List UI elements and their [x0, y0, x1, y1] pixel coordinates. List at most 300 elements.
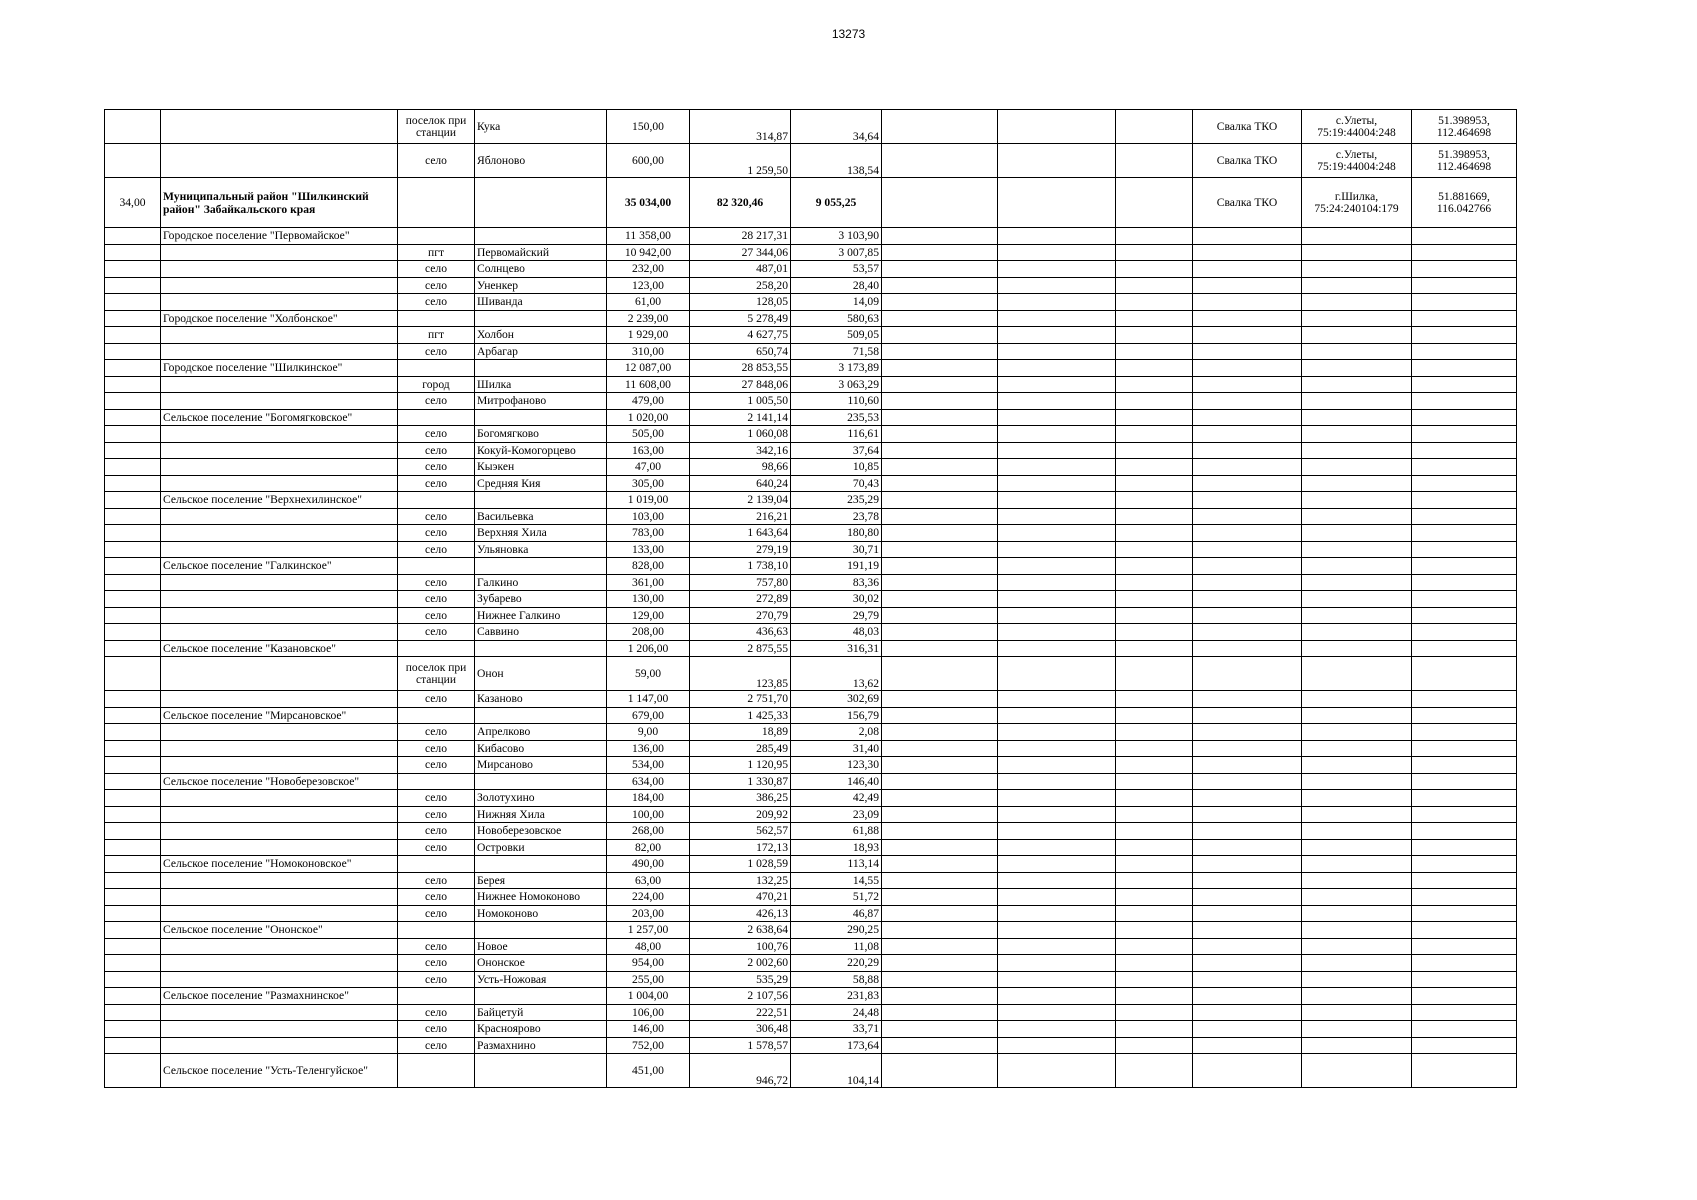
cell-blank3: [1116, 376, 1193, 393]
cell-v2: 113,14: [791, 856, 882, 873]
cell-v1: 2 751,70: [690, 691, 791, 708]
table-row: [105, 393, 1517, 410]
cell-loc: [1302, 574, 1412, 591]
cell-blank1: [882, 971, 998, 988]
cell-place: [475, 922, 607, 939]
cell-v1: 4 627,75: [690, 327, 791, 344]
cell-pop: 106,00: [607, 1004, 690, 1021]
cell-type: [398, 178, 475, 228]
cell-num: [105, 1021, 161, 1038]
cell-v2: 61,88: [791, 823, 882, 840]
cell-place: Шиванда: [475, 294, 607, 311]
cell-blank2: [998, 724, 1116, 741]
cell-place: Яблоново: [475, 144, 607, 178]
cell-loc: [1302, 773, 1412, 790]
cell-blank2: [998, 640, 1116, 657]
cell-pop: 61,00: [607, 294, 690, 311]
cell-type: село: [398, 343, 475, 360]
cell-blank3: [1116, 806, 1193, 823]
cell-obj: [1193, 393, 1302, 410]
cell-loc: [1302, 442, 1412, 459]
cell-blank2: [998, 327, 1116, 344]
cell-v1: 1 060,08: [690, 426, 791, 443]
cell-coord: [1412, 691, 1517, 708]
cell-blank3: [1116, 574, 1193, 591]
cell-blank2: [998, 707, 1116, 724]
cell-v2: 302,69: [791, 691, 882, 708]
table-row: [105, 640, 1517, 657]
cell-loc: [1302, 971, 1412, 988]
cell-blank3: [1116, 508, 1193, 525]
cell-v1: 1 738,10: [690, 558, 791, 575]
cell-name: [161, 624, 398, 641]
cell-num: [105, 442, 161, 459]
cell-v2: 235,29: [791, 492, 882, 509]
cell-place: Средняя Кия: [475, 475, 607, 492]
cell-blank2: [998, 508, 1116, 525]
cell-obj: [1193, 360, 1302, 377]
cell-pop: 100,00: [607, 806, 690, 823]
cell-blank3: [1116, 261, 1193, 278]
cell-obj: [1193, 889, 1302, 906]
cell-blank1: [882, 144, 998, 178]
cell-loc: [1302, 938, 1412, 955]
cell-loc: [1302, 839, 1412, 856]
cell-v1: 535,29: [690, 971, 791, 988]
cell-v1: 640,24: [690, 475, 791, 492]
cell-v2: 3 103,90: [791, 228, 882, 245]
table-row: [105, 922, 1517, 939]
cell-pop: 2 239,00: [607, 310, 690, 327]
cell-place: [475, 707, 607, 724]
cell-v1: 279,19: [690, 541, 791, 558]
cell-blank3: [1116, 823, 1193, 840]
cell-place: Шилка: [475, 376, 607, 393]
cell-name: [161, 343, 398, 360]
cell-v1: 757,80: [690, 574, 791, 591]
cell-obj: [1193, 261, 1302, 278]
table-row: [105, 607, 1517, 624]
cell-blank2: [998, 574, 1116, 591]
cell-type: село: [398, 889, 475, 906]
cell-coord: [1412, 558, 1517, 575]
cell-num: [105, 889, 161, 906]
cell-obj: [1193, 624, 1302, 641]
cell-obj: [1193, 558, 1302, 575]
cell-v2: 10,85: [791, 459, 882, 476]
cell-num: [105, 310, 161, 327]
cell-num: [105, 740, 161, 757]
cell-place: Номоконово: [475, 905, 607, 922]
cell-blank2: [998, 839, 1116, 856]
cell-place: Байцетуй: [475, 1004, 607, 1021]
table-row: [105, 1054, 1517, 1088]
cell-pop: 600,00: [607, 144, 690, 178]
cell-name: [161, 591, 398, 608]
cell-type: село: [398, 393, 475, 410]
cell-type: село: [398, 144, 475, 178]
table-row: [105, 955, 1517, 972]
cell-type: село: [398, 971, 475, 988]
cell-type: [398, 360, 475, 377]
cell-loc: [1302, 691, 1412, 708]
cell-blank3: [1116, 244, 1193, 261]
cell-pop: 268,00: [607, 823, 690, 840]
cell-num: [105, 393, 161, 410]
cell-num: [105, 426, 161, 443]
cell-num: [105, 492, 161, 509]
cell-obj: [1193, 790, 1302, 807]
cell-name: [161, 574, 398, 591]
cell-name: [161, 724, 398, 741]
cell-num: [105, 277, 161, 294]
cell-blank2: [998, 178, 1116, 228]
cell-blank1: [882, 426, 998, 443]
table-row: [105, 442, 1517, 459]
cell-num: [105, 988, 161, 1005]
cell-obj: [1193, 409, 1302, 426]
cell-num: [105, 110, 161, 144]
cell-blank2: [998, 591, 1116, 608]
cell-loc: [1302, 905, 1412, 922]
cell-num: [105, 806, 161, 823]
cell-v1: 270,79: [690, 607, 791, 624]
cell-loc: [1302, 889, 1412, 906]
cell-v1: 487,01: [690, 261, 791, 278]
cell-blank3: [1116, 724, 1193, 741]
table-row: [105, 938, 1517, 955]
cell-pop: 232,00: [607, 261, 690, 278]
cell-blank2: [998, 757, 1116, 774]
cell-blank3: [1116, 591, 1193, 608]
cell-blank3: [1116, 492, 1193, 509]
table-row: [105, 757, 1517, 774]
cell-v2: 46,87: [791, 905, 882, 922]
cell-num: [105, 607, 161, 624]
cell-coord: [1412, 294, 1517, 311]
cell-type: село: [398, 624, 475, 641]
cell-blank1: [882, 409, 998, 426]
cell-v1: 216,21: [690, 508, 791, 525]
cell-blank3: [1116, 607, 1193, 624]
cell-type: село: [398, 955, 475, 972]
cell-pop: 1 257,00: [607, 922, 690, 939]
cell-v2: 23,09: [791, 806, 882, 823]
cell-v2: 42,49: [791, 790, 882, 807]
cell-v2: 14,55: [791, 872, 882, 889]
cell-blank3: [1116, 691, 1193, 708]
table-row: [105, 624, 1517, 641]
cell-type: село: [398, 508, 475, 525]
cell-v1: 946,72: [690, 1054, 791, 1088]
cell-loc: [1302, 657, 1412, 691]
cell-v2: 290,25: [791, 922, 882, 939]
cell-coord: [1412, 823, 1517, 840]
table-row: [105, 823, 1517, 840]
cell-name: Сельское поселение "Богомягковское": [161, 409, 398, 426]
cell-v1: 285,49: [690, 740, 791, 757]
cell-obj: [1193, 525, 1302, 542]
cell-obj: [1193, 757, 1302, 774]
cell-num: [105, 144, 161, 178]
cell-v1: 5 278,49: [690, 310, 791, 327]
cell-v1: 2 638,64: [690, 922, 791, 939]
cell-loc: [1302, 459, 1412, 476]
cell-place: Богомягково: [475, 426, 607, 443]
cell-blank2: [998, 525, 1116, 542]
cell-pop: 11 608,00: [607, 376, 690, 393]
cell-blank2: [998, 360, 1116, 377]
cell-loc: [1302, 988, 1412, 1005]
cell-coord: [1412, 971, 1517, 988]
cell-v1: 128,05: [690, 294, 791, 311]
cell-v2: 9 055,25: [791, 178, 882, 228]
cell-place: Островки: [475, 839, 607, 856]
cell-coord: [1412, 475, 1517, 492]
cell-blank2: [998, 905, 1116, 922]
cell-place: Размахнино: [475, 1037, 607, 1054]
cell-v2: 13,62: [791, 657, 882, 691]
cell-obj: [1193, 707, 1302, 724]
cell-loc: [1302, 228, 1412, 245]
cell-obj: [1193, 922, 1302, 939]
cell-type: село: [398, 757, 475, 774]
cell-blank1: [882, 1054, 998, 1088]
cell-loc: [1302, 376, 1412, 393]
cell-place: Онон: [475, 657, 607, 691]
cell-place: Холбон: [475, 327, 607, 344]
cell-blank1: [882, 277, 998, 294]
table-row: [105, 889, 1517, 906]
cell-v2: 83,36: [791, 574, 882, 591]
cell-coord: [1412, 228, 1517, 245]
cell-num: [105, 773, 161, 790]
cell-blank3: [1116, 294, 1193, 311]
cell-loc: [1302, 327, 1412, 344]
cell-name: [161, 508, 398, 525]
table-row: [105, 839, 1517, 856]
cell-v1: 562,57: [690, 823, 791, 840]
cell-obj: Свалка ТКО: [1193, 178, 1302, 228]
cell-type: село: [398, 872, 475, 889]
cell-blank1: [882, 525, 998, 542]
cell-v1: 98,66: [690, 459, 791, 476]
cell-name: [161, 790, 398, 807]
cell-blank3: [1116, 971, 1193, 988]
table-row: [105, 426, 1517, 443]
cell-v2: 48,03: [791, 624, 882, 641]
cell-loc: [1302, 607, 1412, 624]
cell-place: Кибасово: [475, 740, 607, 757]
cell-place: Кыэкен: [475, 459, 607, 476]
cell-loc: [1302, 492, 1412, 509]
cell-type: село: [398, 806, 475, 823]
cell-v2: 23,78: [791, 508, 882, 525]
cell-v2: 138,54: [791, 144, 882, 178]
cell-blank3: [1116, 426, 1193, 443]
cell-blank1: [882, 343, 998, 360]
cell-pop: 505,00: [607, 426, 690, 443]
cell-blank1: [882, 327, 998, 344]
cell-loc: с.Улеты, 75:19:44004:248: [1302, 110, 1412, 144]
cell-blank1: [882, 261, 998, 278]
cell-place: [475, 492, 607, 509]
cell-name: Сельское поселение "Верхнехилинское": [161, 492, 398, 509]
cell-place: [475, 988, 607, 1005]
cell-v2: 231,83: [791, 988, 882, 1005]
cell-place: Кокуй-Комогорцево: [475, 442, 607, 459]
cell-v1: 1 578,57: [690, 1037, 791, 1054]
cell-obj: [1193, 773, 1302, 790]
cell-name: [161, 905, 398, 922]
table-row: [105, 740, 1517, 757]
cell-blank3: [1116, 839, 1193, 856]
cell-coord: [1412, 261, 1517, 278]
cell-v1: 172,13: [690, 839, 791, 856]
cell-pop: 783,00: [607, 525, 690, 542]
cell-pop: 146,00: [607, 1021, 690, 1038]
cell-blank1: [882, 558, 998, 575]
cell-type: пгт: [398, 327, 475, 344]
cell-loc: г.Шилка, 75:24:240104:179: [1302, 178, 1412, 228]
cell-pop: 123,00: [607, 277, 690, 294]
cell-v1: 2 002,60: [690, 955, 791, 972]
table-row: [105, 343, 1517, 360]
cell-loc: [1302, 508, 1412, 525]
cell-name: [161, 376, 398, 393]
cell-pop: 9,00: [607, 724, 690, 741]
cell-obj: [1193, 492, 1302, 509]
cell-loc: с.Улеты, 75:19:44004:248: [1302, 144, 1412, 178]
cell-v1: 1 330,87: [690, 773, 791, 790]
cell-coord: [1412, 376, 1517, 393]
table-row: [105, 144, 1517, 178]
cell-v2: 53,57: [791, 261, 882, 278]
cell-v2: 3 173,89: [791, 360, 882, 377]
cell-name: [161, 459, 398, 476]
cell-name: [161, 475, 398, 492]
cell-coord: [1412, 757, 1517, 774]
cell-coord: [1412, 657, 1517, 691]
cell-type: [398, 409, 475, 426]
cell-blank1: [882, 922, 998, 939]
table-row: [105, 806, 1517, 823]
cell-v2: 580,63: [791, 310, 882, 327]
cell-type: село: [398, 607, 475, 624]
cell-place: Золотухино: [475, 790, 607, 807]
cell-num: [105, 591, 161, 608]
cell-v2: 31,40: [791, 740, 882, 757]
cell-obj: [1193, 740, 1302, 757]
cell-v1: 314,87: [690, 110, 791, 144]
cell-name: [161, 955, 398, 972]
cell-blank2: [998, 856, 1116, 873]
cell-num: [105, 343, 161, 360]
cell-coord: [1412, 525, 1517, 542]
cell-blank3: [1116, 393, 1193, 410]
cell-blank1: [882, 872, 998, 889]
cell-coord: [1412, 955, 1517, 972]
cell-v1: 123,85: [690, 657, 791, 691]
cell-type: [398, 558, 475, 575]
cell-pop: 361,00: [607, 574, 690, 591]
cell-pop: 1 019,00: [607, 492, 690, 509]
cell-place: [475, 310, 607, 327]
cell-loc: [1302, 1037, 1412, 1054]
cell-blank2: [998, 922, 1116, 939]
cell-blank3: [1116, 905, 1193, 922]
cell-pop: 12 087,00: [607, 360, 690, 377]
cell-place: [475, 360, 607, 377]
cell-loc: [1302, 409, 1412, 426]
cell-loc: [1302, 823, 1412, 840]
cell-blank2: [998, 541, 1116, 558]
cell-name: Сельское поселение "Ононское": [161, 922, 398, 939]
cell-blank3: [1116, 475, 1193, 492]
table-row: [105, 110, 1517, 144]
cell-coord: [1412, 310, 1517, 327]
cell-v1: 386,25: [690, 790, 791, 807]
cell-type: [398, 856, 475, 873]
cell-blank2: [998, 988, 1116, 1005]
cell-num: [105, 228, 161, 245]
cell-coord: [1412, 508, 1517, 525]
cell-loc: [1302, 624, 1412, 641]
cell-place: [475, 228, 607, 245]
cell-blank3: [1116, 988, 1193, 1005]
cell-v1: 28 217,31: [690, 228, 791, 245]
cell-blank3: [1116, 640, 1193, 657]
cell-loc: [1302, 558, 1412, 575]
cell-name: Городское поселение "Шилкинское": [161, 360, 398, 377]
cell-obj: Свалка ТКО: [1193, 110, 1302, 144]
cell-num: [105, 823, 161, 840]
cell-place: Солнцево: [475, 261, 607, 278]
cell-name: [161, 1021, 398, 1038]
table-row: [105, 409, 1517, 426]
cell-loc: [1302, 343, 1412, 360]
cell-type: [398, 922, 475, 939]
cell-coord: [1412, 889, 1517, 906]
cell-blank2: [998, 310, 1116, 327]
cell-loc: [1302, 1021, 1412, 1038]
cell-coord: [1412, 740, 1517, 757]
cell-blank3: [1116, 1004, 1193, 1021]
cell-type: село: [398, 905, 475, 922]
cell-loc: [1302, 872, 1412, 889]
cell-name: [161, 607, 398, 624]
cell-pop: 534,00: [607, 757, 690, 774]
cell-obj: [1193, 905, 1302, 922]
cell-type: [398, 640, 475, 657]
cell-pop: 679,00: [607, 707, 690, 724]
cell-blank1: [882, 541, 998, 558]
cell-blank3: [1116, 459, 1193, 476]
cell-blank2: [998, 475, 1116, 492]
cell-obj: [1193, 442, 1302, 459]
cell-blank3: [1116, 757, 1193, 774]
cell-loc: [1302, 525, 1412, 542]
cell-name: [161, 657, 398, 691]
cell-blank3: [1116, 740, 1193, 757]
cell-blank1: [882, 988, 998, 1005]
cell-place: Галкино: [475, 574, 607, 591]
cell-blank1: [882, 459, 998, 476]
cell-v1: 2 141,14: [690, 409, 791, 426]
cell-num: [105, 839, 161, 856]
cell-obj: [1193, 971, 1302, 988]
cell-name: [161, 525, 398, 542]
